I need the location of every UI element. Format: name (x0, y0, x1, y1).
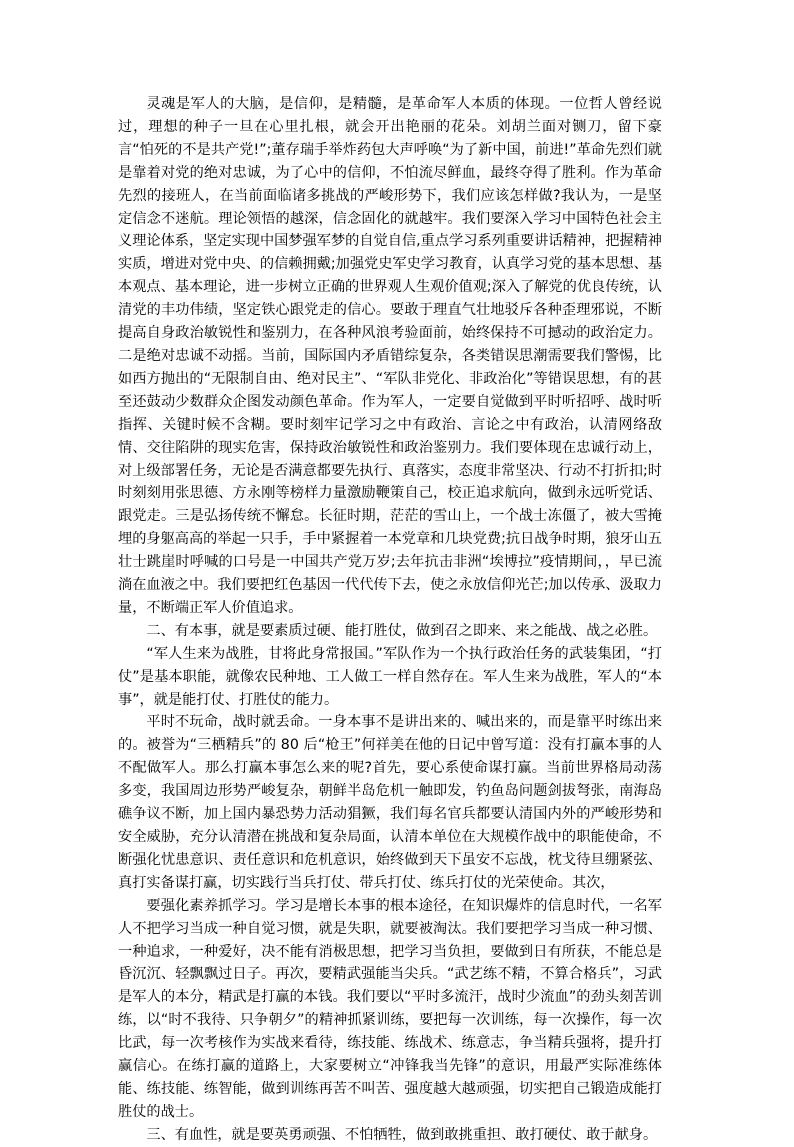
paragraph-study: 要强化素养抓学习。学习是增长本事的根本途径，在知识爆炸的信息时代，一名军人不把学习当成一种自觉习惯，就是失职，就要被淘汰。我们要把学习当成一种习惯、一种追求，一种爱好，决不能有消极思想，把学习当负担，要做到日有所获，不能总是昏沉沉、轻飘飘过日子。再次，要精武强能当尖兵。“武艺练不精，不算合格兵”，习武是军人的本分，精武是打赢的本钱。我们要以“平时多流汗，战时少流血”的劲头刻苦训练，以“时不我待、只争朝夕”的精神抓紧训练，要把每一次训练，每一次操作，每一次比武，每一次考核作为实战来看待，练技能、练战术、练意志，争当精兵强将，提升打赢信心。在练打赢的道路上，大家要树立“冲锋我当先锋”的意识，用最严实际准练体能、练技能、练智能，做到训练再苦不叫苦、强度越大越顽强，切实把自己锻造成能打胜仗的战士。 (118, 897, 662, 1120)
paragraph-born-to-win: “军人生来为战胜，甘将此身常报国。”军队作为一个执行政治任务的武装集团，“打仗”是基本职能，就像农民种地、工人做工一样自然存在。军人生来为战胜，军人的“本事”，就是能打仗、打胜仗的能力。 (118, 645, 662, 708)
paragraph-training: 平时不玩命，战时就丢命。一身本事不是讲出来的、喊出来的，而是靠平时练出来的。被誉为“三栖精兵”的 80 后“枪王”何祥美在他的日记中曾写道：没有打赢本事的人不配做军人。那么打赢本事怎么来的呢?首先，要心系使命谋打赢。当前世界格局动荡多变，我国周边形势严峻复杂，朝鲜半岛危机一触即发，钓鱼岛问题剑拔弩张，南海岛礁争议不断，加上国内暴恐势力活动猖獗，我们每名官兵都要认清国内外的严峻形势和安全威胁，充分认清潜在挑战和复杂局面，认清本单位在大规模作战中的职能使命，不断强化忧患意识、责任意识和危机意识，始终做到天下虽安不忘战，枕戈待旦绷紧弦、真打实备谋打赢，切实践行当兵打仗、带兵打仗、练兵打仗的光荣使命。其次， (118, 714, 662, 891)
paragraph-bravery-heading: 三、有血性，就是要英勇顽强、不怕牺牲，做到敢挑重担、敢打硬仗、敢于献身。 (146, 1126, 658, 1143)
paragraph-soul: 灵魂是军人的大脑，是信仰，是精髓，是革命军人本质的体现。一位哲人曾经说过，理想的种子一旦在心里扎根，就会开出艳丽的花朵。刘胡兰面对铡刀，留下豪言“怕死的不是共产党!”;董存瑞手举炸药包大声呼唤“为了新中国，前进!”革命先烈们就是靠着对党的绝对忠诚，为了心中的信仰，不怕流尽鲜血，最终夺得了胜利。作为革命先烈的接班人，在当前面临诸多挑战的严峻形势下，我们应该怎样做?我认为，一是坚定信念不迷航。理论领悟的越深，信念固化的就越牢。我们要深入学习中国特色社会主义理论体系，坚定实现中国梦强军梦的自觉自信,重点学习系列重要讲话精神，把握精神实质，增进对党中央、的信赖拥戴;加强党史军史学习教育，认真学习党的基本思想、基本观点、基本理论，进一步树立正确的世界观人生观价值观;深入了解党的优良传统，认清党的丰功伟绩，坚定铁心跟党走的信心。要敢于理直气壮地驳斥各种歪理邪说，不断提高自身政治敏锐性和鉴别力，在各种风浪考验面前，始终保持不可撼动的政治定力。二是绝对忠诚不动摇。当前，国际国内矛盾错综复杂，各类错误思潮需要我们警惕，比如西方抛出的“无限制自由、绝对民主”、“军队非党化、非政治化”等错误思想，有的甚至还鼓动少数群众企图发动颜色革命。作为军人，一定要自觉做到平时听招呼、战时听指挥、关键时候不含糊。要时刻牢记学习之中有政治、言论之中有政治，认清网络敌情、交往陷阱的现实危害，保持政治敏锐性和政治鉴别力。我们要体现在忠诚行动上，对上级部署任务，无论是否满意都要先执行、真落实，态度非常坚决、行动不打折扣;时时刻刻用张思德、方永刚等榜样力量激励鞭策自己，校正追求航向，做到永远听党话、跟党走。三是弘扬传统不懈怠。长征时期，茫茫的雪山上，一个战士冻僵了，被大雪掩埋的身躯高高的举起一只手，手中紧握着一本党章和几块党费;抗日战争时期，狼牙山五壮士跳崖时呼喊的口号是一中国共产党万岁;去年抗击非洲“埃博拉”疫情期间，，早已流淌在血液之中。我们要把红色基因一代代传下去，使之永放信仰光芒;加以传承、汲取力量，不断端正军人价值追求。 (118, 96, 662, 616)
document-page (118, 93, 662, 1147)
paragraph-ability-heading: 二、有本事，就是要素质过硬、能打胜仗，做到召之即来、来之能战、战之必胜。 (146, 622, 658, 639)
